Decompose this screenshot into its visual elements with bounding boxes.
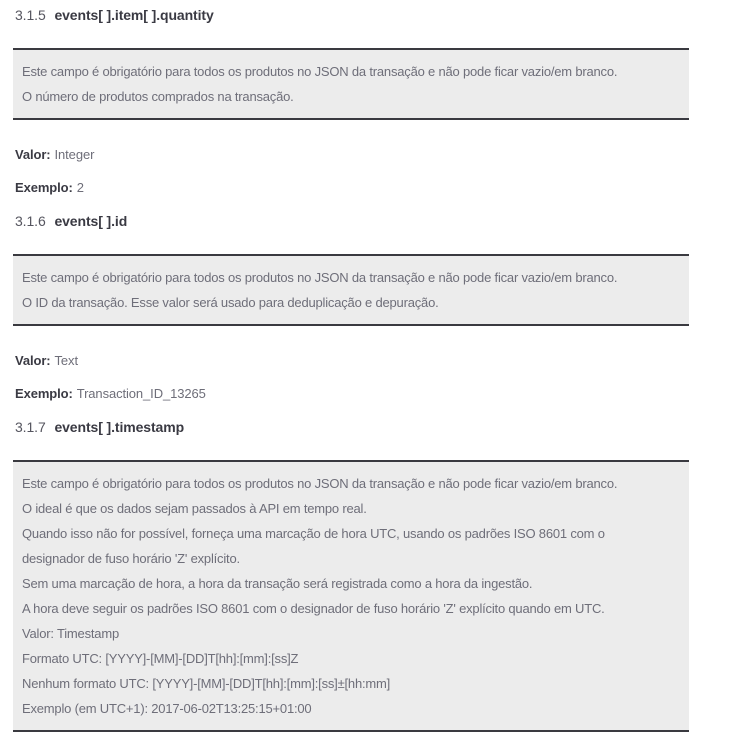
info-box-id <box>13 254 689 326</box>
exemplo-value: 2 <box>76 180 84 195</box>
section-number: 3.1.7 <box>15 419 46 435</box>
section-field-name: events[ ].item[ ].quantity <box>54 7 214 23</box>
valor-value: Text <box>54 353 78 368</box>
exemplo-value: Transaction_ID_13265 <box>76 386 206 401</box>
info-line: Este campo é obrigatório para todos os produtos no JSON da transação e não pode ficar vazio/em branco. <box>22 476 618 491</box>
section-id <box>13 212 689 402</box>
info-line: Exemplo (em UTC+1): 2017-06-02T13:25:15+01:00 <box>22 701 312 716</box>
section-field-name: events[ ].timestamp <box>54 419 185 435</box>
section-heading-quantity <box>15 6 689 24</box>
section-number: 3.1.6 <box>15 213 46 229</box>
info-box-quantity <box>13 48 689 120</box>
info-line: Quando isso não for possível, forneça uma marcação de hora UTC, usando os padrões ISO 8601 com o <box>22 526 605 541</box>
section-number: 3.1.5 <box>15 7 46 23</box>
info-line: O ID da transação. Esse valor será usado para deduplicação e depuração. <box>22 295 439 310</box>
valor-row <box>15 146 689 163</box>
info-line: designador de fuso horário 'Z' explícito. <box>22 551 240 566</box>
section-quantity <box>13 6 689 196</box>
info-line: Nenhum formato UTC: [YYYY]-[MM]-[DD]T[hh]:[mm]:[ss]±[hh:mm] <box>22 676 391 691</box>
section-heading-id <box>15 212 689 230</box>
section-heading-timestamp <box>15 418 689 436</box>
info-line: Este campo é obrigatório para todos os produtos no JSON da transação e não pode ficar vazio/em branco. <box>22 270 618 285</box>
valor-row <box>15 352 689 369</box>
info-line: O ideal é que os dados sejam passados à API em tempo real. <box>22 501 367 516</box>
info-line: Formato UTC: [YYYY]-[MM]-[DD]T[hh]:[mm]:[ss]Z <box>22 651 299 666</box>
exemplo-label: Exemplo: <box>15 180 73 195</box>
info-line: A hora deve seguir os padrões ISO 8601 com o designador de fuso horário 'Z' explícito quando em UTC. <box>22 601 605 616</box>
documentation-content <box>13 6 689 732</box>
valor-label: Valor: <box>15 147 51 162</box>
exemplo-label: Exemplo: <box>15 386 73 401</box>
section-field-name: events[ ].id <box>54 213 128 229</box>
valor-label: Valor: <box>15 353 51 368</box>
info-line: Valor: Timestamp <box>22 626 119 641</box>
info-line: Este campo é obrigatório para todos os produtos no JSON da transação e não pode ficar vazio/em branco. <box>22 64 618 79</box>
info-box-timestamp <box>13 460 689 732</box>
exemplo-row <box>15 385 689 402</box>
section-timestamp <box>13 418 689 732</box>
exemplo-row <box>15 179 689 196</box>
valor-value: Integer <box>54 147 95 162</box>
info-line: O número de produtos comprados na transação. <box>22 89 294 104</box>
info-line: Sem uma marcação de hora, a hora da transação será registrada como a hora da ingestão. <box>22 576 533 591</box>
